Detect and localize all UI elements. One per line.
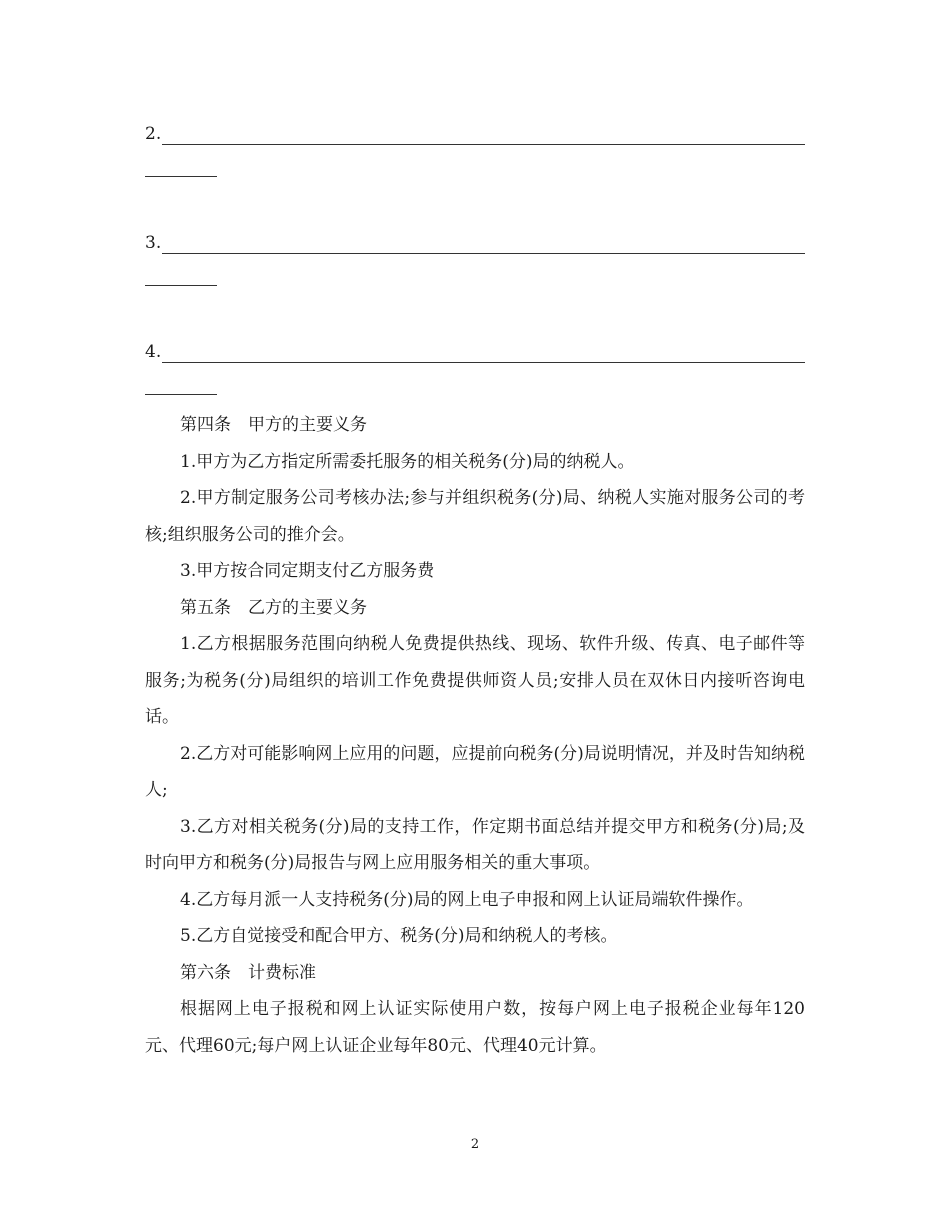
article-5-heading: 第五条 乙方的主要义务: [180, 597, 367, 618]
article-4-heading: 第四条 甲方的主要义务: [180, 415, 367, 435]
article-6-heading: 第六条 计费标准: [180, 962, 316, 983]
page-number: 2: [470, 1137, 480, 1152]
item-number: 2.: [145, 124, 162, 144]
article-5-clause-5: 5.乙方自觉接受和配合甲方、税务(分)局和纳税人的考核。: [180, 926, 618, 946]
article-5-clause-1: 1.乙方根据服务范围向纳税人免费提供热线、现场、软件升级、传真、电子邮件等服务;为税务(分)局组织的培训工作免费提供师资人员;安排人员在双休日内接听咨询电话。: [145, 634, 805, 727]
item-number: 4.: [145, 342, 162, 362]
article-4-clause-2: 2.甲方制定服务公司考核办法;参与并组织税务(分)局、纳税人实施对服务公司的考核;组织服务公司的推介会。: [145, 488, 805, 545]
item-number: 3.: [145, 233, 162, 253]
article-5-clause-3: 3.乙方对相关税务(分)局的支持工作，作定期书面总结并提交甲方和税务(分)局;及时向甲方和税务(分)局报告与网上应用服务相关的重大事项。: [145, 816, 805, 873]
blank-underline-tail: [145, 285, 217, 286]
article-6-text: 根据网上电子报税和网上认证实际使用户数，按每户网上电子报税企业每年120元、代理60元;每户网上认证企业每年80元、代理40元计算。: [145, 999, 805, 1056]
blank-underline: [162, 144, 805, 145]
article-5-clause-4: 4.乙方每月派一人支持税务(分)局的网上电子申报和网上认证局端软件操作。: [180, 889, 754, 910]
article-4-clause-1: 1.甲方为乙方指定所需委托服务的相关税务(分)局的纳税人。: [180, 451, 635, 472]
contract-body: [145, 407, 805, 1064]
blank-underline-tail: [145, 394, 217, 395]
blank-underline: [162, 362, 805, 363]
blank-underline-tail: [145, 176, 217, 177]
blank-underline: [162, 253, 805, 254]
article-5-clause-2: 2.乙方对可能影响网上应用的问题，应提前向税务(分)局说明情况，并及时告知纳税人;: [145, 743, 805, 800]
article-4-clause-3: 3.甲方按合同定期支付乙方服务费: [180, 561, 435, 581]
